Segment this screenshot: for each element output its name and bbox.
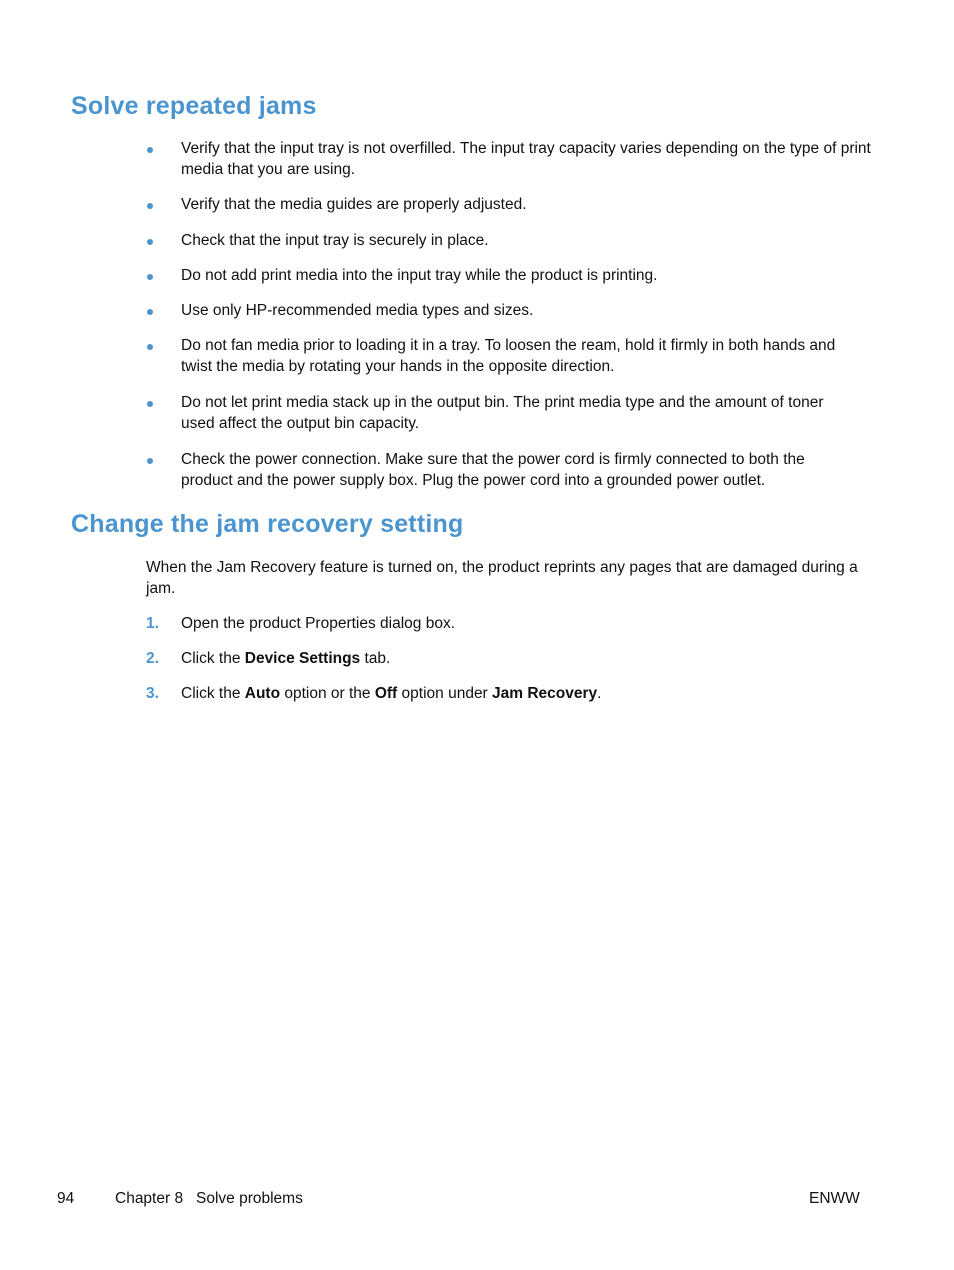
- list-item: Verify that the media guides are properly adjusted.: [0, 194, 871, 215]
- ui-term: Device Settings: [244, 650, 361, 667]
- bullet-icon: [147, 401, 153, 407]
- ui-term: Off: [374, 685, 398, 702]
- page-number: 94: [57, 1190, 75, 1207]
- bullet-icon: [147, 147, 153, 153]
- bullet-icon: [147, 239, 153, 245]
- step-item: 3. Click the Auto option or the Off option under Jam Recovery.: [146, 685, 602, 702]
- bullet-icon: [147, 274, 153, 280]
- list-item: Check that the input tray is securely in place.: [0, 230, 871, 251]
- list-item: Use only HP-recommended media types and sizes.: [0, 300, 871, 321]
- footer-right-label: ENWW: [809, 1190, 860, 1207]
- step-item: 1. Open the product Properties dialog box.: [146, 615, 456, 632]
- bullet-icon: [147, 309, 153, 315]
- intro-paragraph: When the Jam Recovery feature is turned on, the product reprints any pages that are damaged during a jam.: [146, 559, 858, 597]
- ui-term: Jam Recovery: [492, 685, 598, 702]
- bullet-icon: [147, 458, 153, 464]
- bullet-icon: [147, 344, 153, 350]
- step-number: 2.: [146, 650, 159, 667]
- ui-term: Auto: [244, 685, 281, 702]
- list-item: Do not fan media prior to loading it in a tray. To loosen the ream, hold it firmly in both hands and twist the media by rotating your hands in the opposite direction.: [0, 335, 866, 377]
- jam-tips-list: [0, 138, 954, 491]
- heading-solve-repeated-jams: Solve repeated jams: [71, 92, 317, 120]
- list-item: Do not let print media stack up in the output bin. The print media type and the amount of toner used affect the output bin capacity.: [0, 392, 846, 434]
- step-number: 3.: [146, 685, 159, 702]
- chapter-label: Chapter 8 Solve problems: [115, 1190, 303, 1207]
- list-item: Verify that the input tray is not overfilled. The input tray capacity varies depending on the type of print media that you are using.: [0, 138, 871, 180]
- steps-list: [0, 613, 954, 718]
- list-item: Check the power connection. Make sure that the power cord is firmly connected to both the product and the power supply box. Plug the power cord into a grounded power outlet.: [0, 449, 836, 491]
- bullet-icon: [147, 203, 153, 209]
- heading-change-jam-recovery: Change the jam recovery setting: [71, 510, 464, 538]
- step-number: 1.: [146, 615, 159, 632]
- step-item: 2. Click the Device Settings tab.: [146, 650, 391, 667]
- list-item: Do not add print media into the input tray while the product is printing.: [0, 265, 871, 286]
